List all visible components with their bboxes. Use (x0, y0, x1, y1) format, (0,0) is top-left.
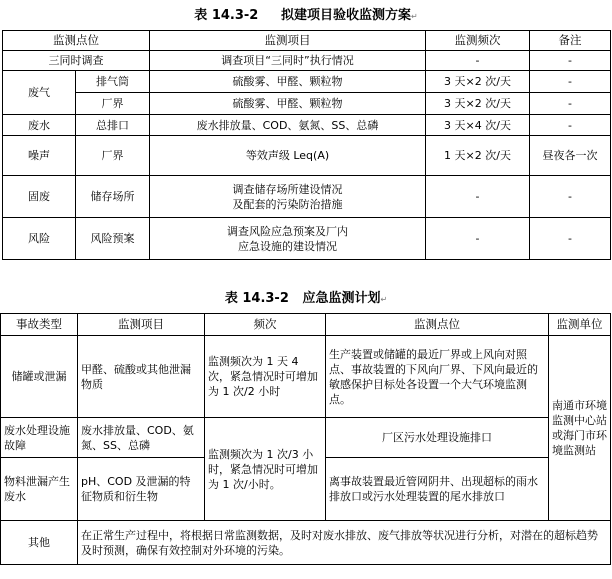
table-cell: - (530, 51, 611, 71)
category-cell: 废气 (3, 71, 76, 115)
table-cell: 3 天×2 次/天 (426, 71, 530, 93)
table2-caption (0, 291, 612, 308)
table-cell: 昼夜各一次 (530, 136, 611, 176)
table-cell: 1 天×2 次/天 (426, 136, 530, 176)
table-cell: 生产装置或储罐的最近厂界或上风向对照点、事故装置的下风向厂界、下风向最近的敏感保护目标处各设置一个大气环境监测点。 (326, 336, 549, 418)
category-cell: 噪声 (3, 136, 76, 176)
table1-caption-prefix: 表 14.3-2 (194, 8, 259, 23)
header-cell: 监测项目 (78, 314, 205, 336)
return-mark: ↵ (380, 295, 388, 304)
header-cell: 监测点位 (326, 314, 549, 336)
table2-caption-prefix: 表 14.3-2 (224, 291, 289, 306)
table-cell: 甲醛、硫酸或其他泄漏物质 (78, 336, 205, 418)
table-cell: - (426, 176, 530, 218)
accident-type-cell: 物料泄漏产生废水 (1, 458, 78, 521)
monitoring-unit-cell: 南通市环境监测中心站或海门市环境监测站 (549, 336, 611, 521)
acceptance-monitoring-table (2, 30, 611, 260)
table-cell: - (530, 71, 611, 93)
table-row (3, 218, 611, 260)
table-cell: 在正常生产过程中，将根据日常监测数据，及时对废水排放、废气排放等状况进行分析，对潜在的超标趋势及时预测，确保有效控制对外环境的污染。 (78, 521, 611, 565)
table-cell: 等效声级 Leq(A) (150, 136, 426, 176)
table-cell: - (530, 93, 611, 115)
table-row (1, 521, 611, 565)
table-cell: 厂区污水处理设施排口 (326, 418, 549, 458)
table-cell: - (530, 218, 611, 260)
table-cell: 风险预案 (76, 218, 150, 260)
table-cell: pH、COD 及泄漏的特征物质和衍生物 (78, 458, 205, 521)
table-cell (150, 218, 426, 260)
table-cell: - (530, 115, 611, 136)
accident-type-cell: 废水处理设施故障 (1, 418, 78, 458)
table-cell: 厂界 (76, 93, 150, 115)
table-cell: 监测频次为 1 天 4 次，紧急情况时可增加为 1 次/2 小时 (205, 336, 326, 418)
table-cell: - (426, 218, 530, 260)
cell-line: 应急设施的建设情况 (238, 239, 337, 253)
header-cell: 监测单位 (549, 314, 611, 336)
table-row (3, 136, 611, 176)
category-cell: 固废 (3, 176, 76, 218)
table-row (3, 176, 611, 218)
return-mark: ↵ (411, 12, 418, 21)
cell-line: 及配套的污染防治措施 (232, 197, 343, 211)
table-cell: 储存场所 (76, 176, 150, 218)
table-cell: 离事故装置最近管网阴井、出现超标的雨水排放口或污水处理装置的尾水排放口 (326, 458, 549, 521)
cell-line: 调查储存场所建设情况 (232, 182, 343, 196)
table-cell: 废水排放量、COD、氨氮、SS、总磷 (150, 115, 426, 136)
accident-type-cell: 储罐或泄漏 (1, 336, 78, 418)
table1-caption (0, 8, 612, 25)
table-row (3, 115, 611, 136)
table1-caption-title: 拟建项目验收监测方案 (280, 8, 411, 23)
category-cell: 废水 (3, 115, 76, 136)
table-cell: 三同时调查 (3, 51, 150, 71)
header-cell: 监测点位 (3, 31, 150, 51)
table-row (3, 51, 611, 71)
header-cell: 频次 (205, 314, 326, 336)
table-cell: 3 天×4 次/天 (426, 115, 530, 136)
header-cell: 监测项目 (150, 31, 426, 51)
table-row (1, 418, 611, 458)
table-cell: 总排口 (76, 115, 150, 136)
header-cell: 备注 (530, 31, 611, 51)
table-cell: 废水排放量、COD、氨氮、SS、总磷 (78, 418, 205, 458)
table-cell (150, 176, 426, 218)
cell-line: 调查风险应急预案及厂内 (227, 224, 348, 238)
table-row (1, 336, 611, 418)
table-cell: - (530, 176, 611, 218)
table-cell: 排气筒 (76, 71, 150, 93)
header-cell: 事故类型 (1, 314, 78, 336)
table-cell: 调查项目“三同时”执行情况 (150, 51, 426, 71)
table-row (3, 71, 611, 93)
emergency-monitoring-table (0, 313, 611, 565)
table-cell: 硫酸雾、甲醛、颗粒物 (150, 93, 426, 115)
table-header-row (3, 31, 611, 51)
table-cell: 硫酸雾、甲醛、颗粒物 (150, 71, 426, 93)
header-cell: 监测频次 (426, 31, 530, 51)
table-cell: 厂界 (76, 136, 150, 176)
table-cell: - (426, 51, 530, 71)
table-cell: 3 天×2 次/天 (426, 93, 530, 115)
table-row (3, 93, 611, 115)
accident-type-cell: 其他 (1, 521, 78, 565)
table2-caption-title: 应急监测计划 (302, 291, 381, 306)
table-header-row (1, 314, 611, 336)
table-cell: 监测频次为 1 次/3 小时，紧急情况时可增加为 1 次/小时。 (205, 418, 326, 521)
category-cell: 风险 (3, 218, 76, 260)
